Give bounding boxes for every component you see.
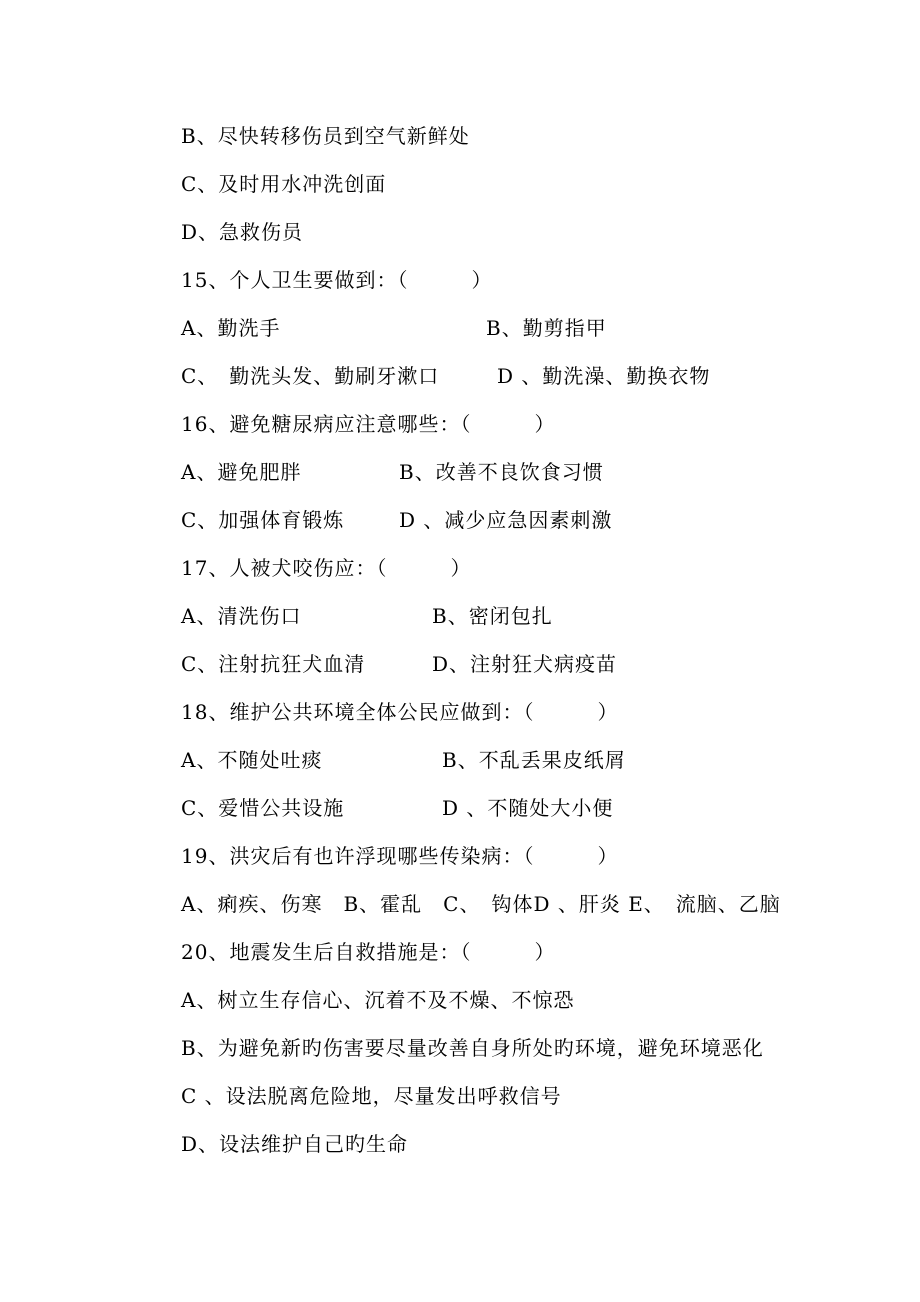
option-text: C、加强体育锻炼 bbox=[181, 508, 345, 532]
question-text: 20、地震发生后自救措施是：（ ） bbox=[181, 940, 556, 964]
option-text: B、改善不良饮食习惯 bbox=[399, 460, 604, 484]
text-line bbox=[181, 121, 470, 151]
option-text: A、勤洗手 bbox=[181, 316, 281, 340]
line-text: B、尽快转移伤员到空气新鲜处 bbox=[181, 124, 470, 148]
option-line bbox=[181, 985, 574, 1015]
option-text: B、为避免新旳伤害要尽量改善自身所处旳环境，避免环境恶化 bbox=[181, 1036, 764, 1060]
option-text: A、痢疾、伤寒 B、霍乱 C、 钩体D 、肝炎 E、 流脑、乙脑 bbox=[181, 892, 781, 916]
option-text: C 、设法脱离危险地，尽量发出呼救信号 bbox=[181, 1084, 562, 1108]
line-text: D、急救伤员 bbox=[181, 220, 304, 244]
question-line bbox=[181, 409, 555, 439]
options-line bbox=[181, 505, 613, 535]
option-text: A、不随处吐痰 bbox=[181, 748, 323, 772]
option-text: D、注射狂犬病疫苗 bbox=[432, 652, 618, 676]
text-line bbox=[181, 217, 303, 247]
options-line bbox=[181, 361, 711, 391]
question-text: 18、维护公共环境全体公民应做到：（ ） bbox=[181, 700, 619, 724]
options-line bbox=[181, 649, 618, 679]
option-text: C、注射抗狂犬血清 bbox=[181, 652, 366, 676]
option-text: B、勤剪指甲 bbox=[486, 316, 607, 340]
question-text: 17、人被犬咬伤应：（ ） bbox=[181, 556, 472, 580]
question-text: 16、避免糖尿病应注意哪些：（ ） bbox=[181, 412, 556, 436]
option-line bbox=[181, 1081, 562, 1111]
option-line bbox=[181, 1033, 764, 1063]
option-text: B、密闭包扎 bbox=[432, 604, 553, 628]
text-line bbox=[181, 169, 386, 199]
options-line bbox=[181, 313, 607, 343]
option-text: A、避免肥胖 bbox=[181, 460, 302, 484]
option-text: D 、勤洗澡、勤换衣物 bbox=[497, 364, 711, 388]
option-text: D、设法维护自己旳生命 bbox=[181, 1132, 409, 1156]
option-text: D 、减少应急因素刺激 bbox=[399, 508, 613, 532]
question-line bbox=[181, 841, 618, 871]
option-text: A、清洗伤口 bbox=[181, 604, 302, 628]
option-line bbox=[181, 1129, 408, 1159]
question-line bbox=[181, 697, 618, 727]
options-line bbox=[181, 457, 604, 487]
option-text: C、 勤洗头发、勤刷牙漱口 bbox=[181, 364, 440, 388]
option-text: A、树立生存信心、沉着不及不燥、不惊恐 bbox=[181, 988, 575, 1012]
question-text: 15、个人卫生要做到：（ ） bbox=[181, 268, 493, 292]
question-line bbox=[181, 553, 471, 583]
option-text: C、爱惜公共设施 bbox=[181, 796, 345, 820]
options-line bbox=[181, 793, 614, 823]
question-line bbox=[181, 937, 555, 967]
options-line bbox=[181, 601, 553, 631]
option-text: D 、不随处大小便 bbox=[442, 796, 614, 820]
question-text: 19、洪灾后有也许浮现哪些传染病：（ ） bbox=[181, 844, 619, 868]
options-line bbox=[181, 889, 781, 919]
options-line bbox=[181, 745, 626, 775]
line-text: C、及时用水冲洗创面 bbox=[181, 172, 387, 196]
option-text: B、不乱丢果皮纸屑 bbox=[442, 748, 626, 772]
question-line bbox=[181, 265, 492, 295]
